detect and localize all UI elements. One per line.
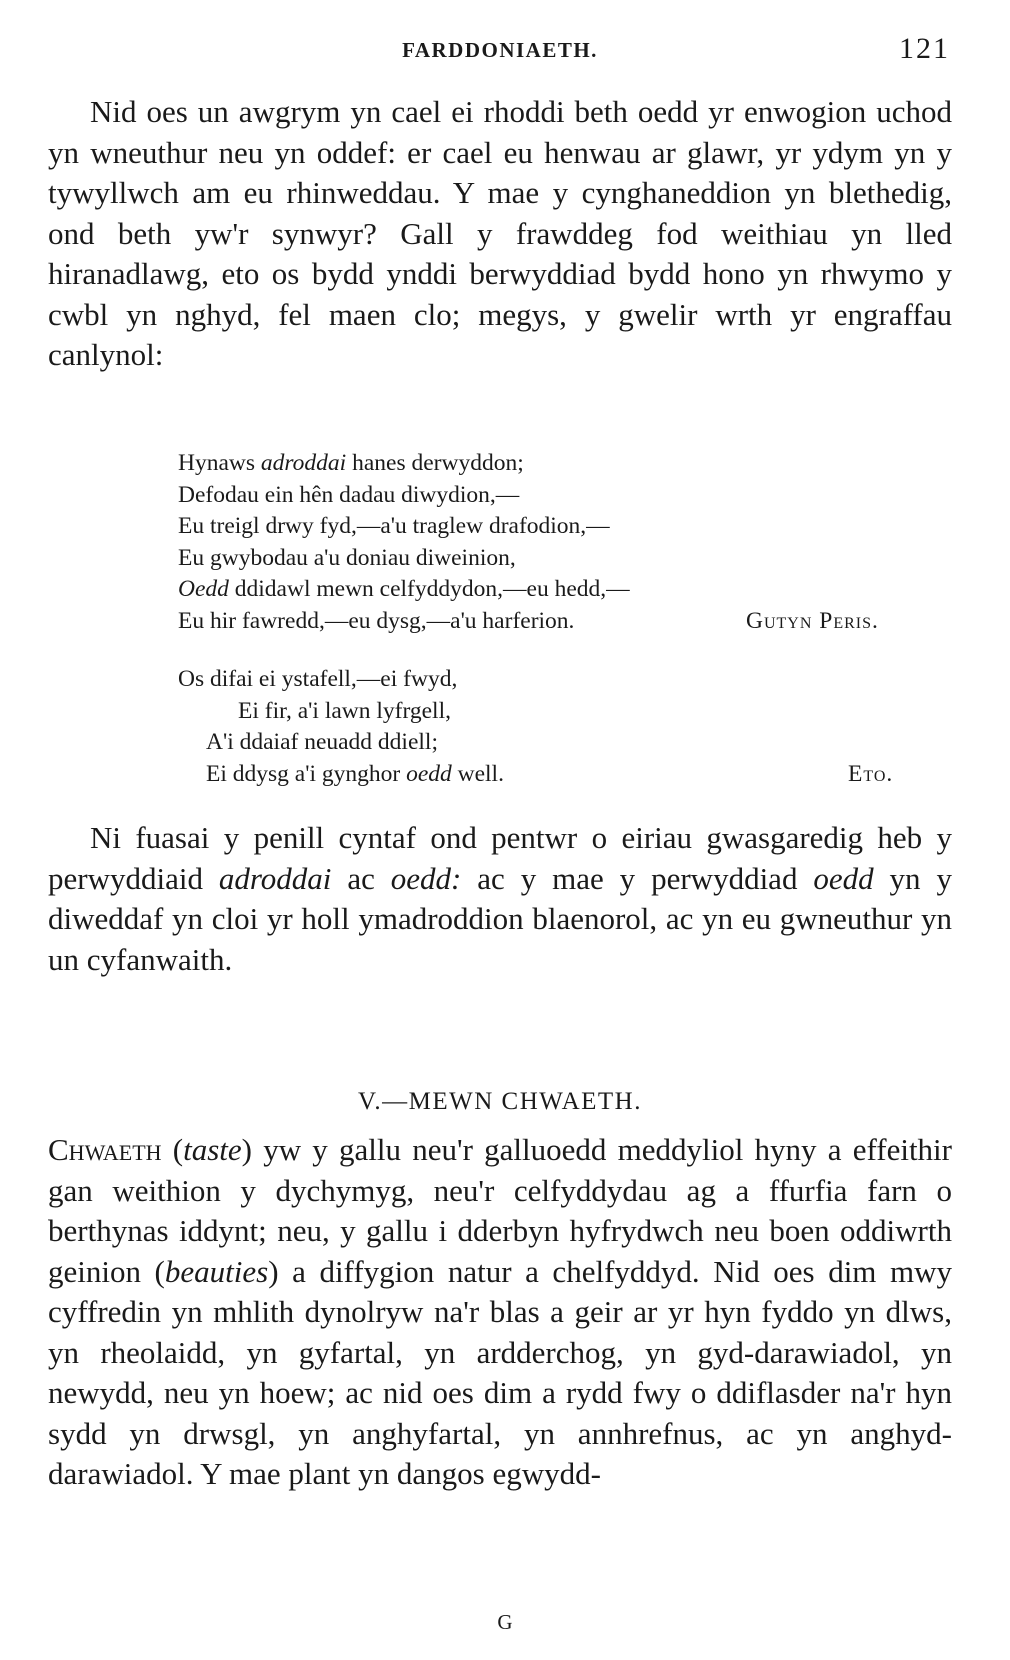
paragraph-2-part-2: ac — [331, 860, 391, 896]
paragraph-2-italic-3: oedd — [813, 860, 874, 896]
paragraph-3-part-1: ( — [161, 1132, 184, 1167]
poem-2-line-4-post: well. — [451, 760, 504, 787]
poem-1-line-5-post: ddidawl mewn celfyddydon,—eu hedd,— — [228, 576, 630, 602]
poem-1-line-4: Eu gwybodau a'u doniau diweinion, — [178, 544, 516, 571]
poem-1 — [178, 448, 938, 637]
paragraph-2-part-1: Ni fuasai y penill cyntaf ond pentwr o eiriau gwasgaredig heb y perwyddiaid — [48, 820, 952, 896]
poem-1-line-5-italic: Oedd — [178, 576, 229, 602]
poem-2 — [178, 664, 938, 790]
poem-1-line-1-post: hanes derwyddon; — [346, 450, 524, 476]
poem-2-line-4-pre: Ei ddysg a'i gynghor — [206, 760, 407, 787]
paragraph-2-italic-1: adroddai — [218, 860, 332, 896]
poem-2-line-4-italic: oedd — [406, 760, 452, 787]
poem-2-line-3: A'i ddaiaf neuadd ddiell; — [206, 729, 438, 755]
paragraph-3-text — [48, 1130, 952, 1495]
paragraph-3 — [48, 1130, 952, 1495]
running-head — [48, 32, 952, 66]
paragraph-1-text: Nid oes un awgrym yn cael ei rhoddi beth oedd yr enwogion uchod yn wneuthur neu yn oddef: er cael eu henwau ar glawr, yr ydym yn y tywyllwch am eu rhinweddau. Y mae y cynghaneddion yn blethedig, ond beth yw'r synwyr? Gall y frawddeg fod weithiau yn lled hiranadlawg, eto os bydd ynddi berwyddiad bydd hono yn rhwymo y cwbl yn nghyd, fel maen clo; megys, y gwelir wrth yr engraffau canlynol: — [48, 94, 952, 372]
poem-1-attribution: Gutyn Peris. — [746, 607, 879, 634]
paragraph-2-part-4: yn y diweddaf yn cloi yr holl ymadroddion blaenorol, ac yn eu gwneuthur yn un cyfanwaith. — [48, 860, 952, 977]
paragraph-3-italic-1: taste — [183, 1132, 242, 1167]
section-heading: V.—MEWN CHWAETH. — [358, 1088, 642, 1115]
poem-2-line-4 — [178, 759, 938, 791]
poem-1-line-1-italic: adroddai — [260, 450, 347, 476]
poem-1-line-6 — [178, 606, 938, 638]
poem-2-line-2: Ei fir, a'i lawn lyfrgell, — [238, 697, 451, 724]
paragraph-3-italic-2: beauties — [164, 1253, 269, 1289]
poem-1-line-6-text: Eu hir fawredd,—eu dysg,—a'u harferion. — [178, 607, 575, 634]
poem-1-line-2: Defodau ein hên dadau diwydion,— — [178, 481, 520, 508]
paragraph-1 — [48, 92, 952, 376]
paragraph-2-part-3: ac y mae y perwyddiad — [461, 860, 814, 896]
paragraph-3-lead-word: Chwaeth — [48, 1132, 162, 1167]
poem-1-line-5 — [178, 574, 938, 606]
paragraph-3-part-2: ) yw y gallu neu'r galluoedd meddyliol hyny a effeithir gan weithion y dychymyg, neu'r celfyddydau ag a ffurfia farn o berthynas iddynt; neu, y gallu i dderbyn hyfrydwch neu boen oddiwrth geinion ( — [48, 1132, 952, 1289]
paragraph-2-text — [48, 818, 952, 980]
poem-2-attribution: Eto. — [848, 760, 894, 787]
poem-1-line-3: Eu treigl drwy fyd,—a'u traglew drafodion,— — [178, 513, 610, 539]
paragraph-3-part-3: ) a diffygion natur a chelfyddyd. Nid oes dim mwy cyffredin yn mhlith dynolryw na'r blas a geir ar yr hyn fyddo yn dlws, yn rheolaidd, yn gyfartal, yn ardderchog, yn gyd-darawiadol, yn newydd, neu yn hoew; ac nid oes dim a rydd fwy o ddiflasder na'r hyn sydd yn drwsgl, yn anghyfartal, yn annhrefnus, ac yn anghyd-darawiadol. Y mae plant yn dangos egwydd- — [48, 1253, 952, 1491]
running-title: FARDDONIAETH. — [402, 38, 598, 62]
poem-1-line-1-pre: Hynaws — [178, 450, 261, 476]
paragraph-2-italic-2: oedd: — [390, 860, 462, 896]
signature-mark: G — [497, 1610, 513, 1634]
page-number: 121 — [899, 32, 950, 65]
poem-1-line-1 — [178, 448, 938, 480]
poem-2-line-1: Os difai ei ystafell,—ei fwyd, — [178, 666, 458, 692]
paragraph-2 — [48, 818, 952, 980]
